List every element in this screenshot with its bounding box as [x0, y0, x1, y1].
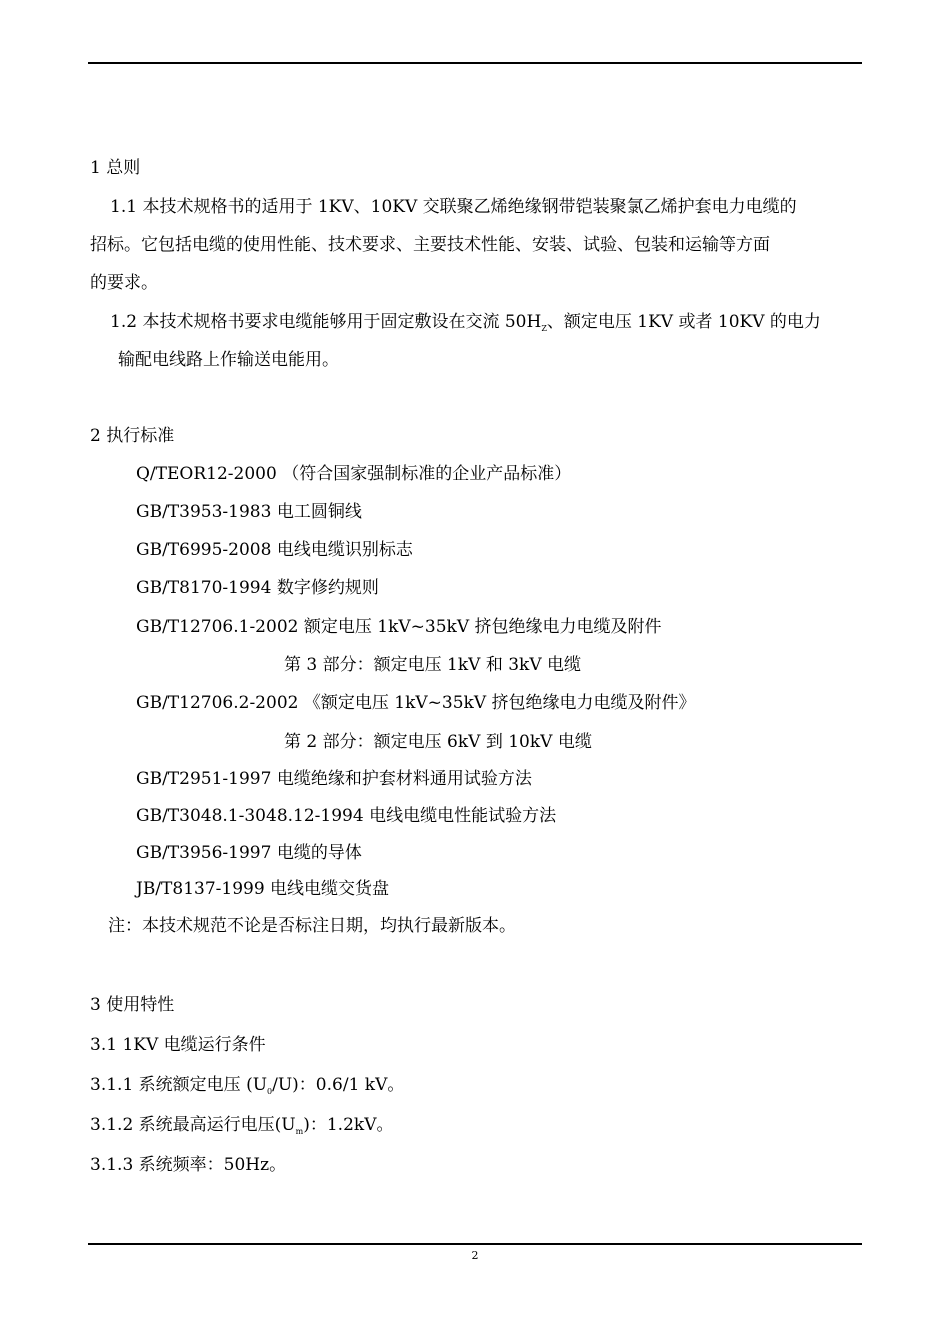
footer-rule: [88, 1243, 862, 1245]
section-3-1-1-text-a: 3.1.1 系统额定电压 (U: [90, 1075, 268, 1095]
section-1-2-text-a: 1.2 本技术规格书要求电缆能够用于固定敷设在交流 50H: [110, 312, 542, 332]
standard-item: GB/T3048.1-3048.12-1994 电线电缆电性能试验方法: [136, 806, 557, 826]
standard-item: GB/T3956-1997 电缆的导体: [136, 843, 362, 863]
section-3-1-2-subscript: m: [295, 1127, 304, 1136]
section-3-1-1-subscript: 0: [267, 1087, 273, 1096]
section-3-1-2-text-a: 3.1.2 系统最高运行电压(U: [90, 1115, 296, 1135]
section-3-1: 3.1 1KV 电缆运行条件: [90, 1035, 266, 1055]
standard-item: GB/T12706.2-2002 《额定电压 1kV~35kV 挤包绝缘电力电缆及附件》: [136, 693, 696, 713]
section-3-heading: 3 使用特性: [90, 995, 175, 1015]
section-1-2-line-1: [110, 311, 821, 340]
standard-item: GB/T2951-1997 电缆绝缘和护套材料通用试验方法: [136, 769, 532, 789]
section-1-2-subscript: Z: [541, 324, 547, 333]
section-1-1-line-1: 1.1 本技术规格书的适用于 1KV、10KV 交联聚乙烯绝缘钢带铠装聚氯乙烯护套电力电缆的: [110, 197, 797, 217]
standard-item: GB/T8170-1994 数字修约规则: [136, 578, 379, 598]
standard-item-continuation: 第 2 部分：额定电压 6kV 到 10kV 电缆: [284, 732, 592, 752]
standard-item: Q/TEOR12-2000 （符合国家强制标准的企业产品标准）: [136, 464, 572, 484]
section-1-2-text-b: 、额定电压 1KV 或者 10KV 的电力: [546, 312, 821, 332]
section-3-1-1-text-b: /U)：0.6/1 kV。: [272, 1075, 405, 1095]
section-1-heading: 1 总则: [90, 158, 141, 178]
section-3-1-1: [90, 1074, 404, 1103]
page-number: 2: [471, 1249, 479, 1262]
section-3-1-3: 3.1.3 系统频率：50Hz。: [90, 1155, 287, 1175]
standard-item-continuation: 第 3 部分：额定电压 1kV 和 3kV 电缆: [284, 655, 582, 675]
section-1-1-line-3: 的要求。: [90, 273, 158, 293]
standard-item: GB/T12706.1-2002 额定电压 1kV~35kV 挤包绝缘电力电缆及附件: [136, 617, 662, 637]
header-rule: [88, 62, 862, 64]
standard-item: GB/T6995-2008 电线电缆识别标志: [136, 540, 413, 560]
section-1-1-line-2: 招标。它包括电缆的使用性能、技术要求、主要技术性能、安装、试验、包装和运输等方面: [90, 235, 770, 255]
note-text: 注：本技术规范不论是否标注日期，均执行最新版本。: [108, 916, 516, 936]
section-2-heading: 2 执行标准: [90, 426, 175, 446]
section-1-2-line-2: 输配电线路上作输送电能用。: [118, 350, 339, 370]
section-3-1-2-text-b: )：1.2kV。: [303, 1115, 394, 1135]
standard-item: GB/T3953-1983 电工圆铜线: [136, 502, 362, 522]
section-3-1-2: [90, 1114, 393, 1143]
standard-item: JB/T8137-1999 电线电缆交货盘: [136, 879, 390, 899]
